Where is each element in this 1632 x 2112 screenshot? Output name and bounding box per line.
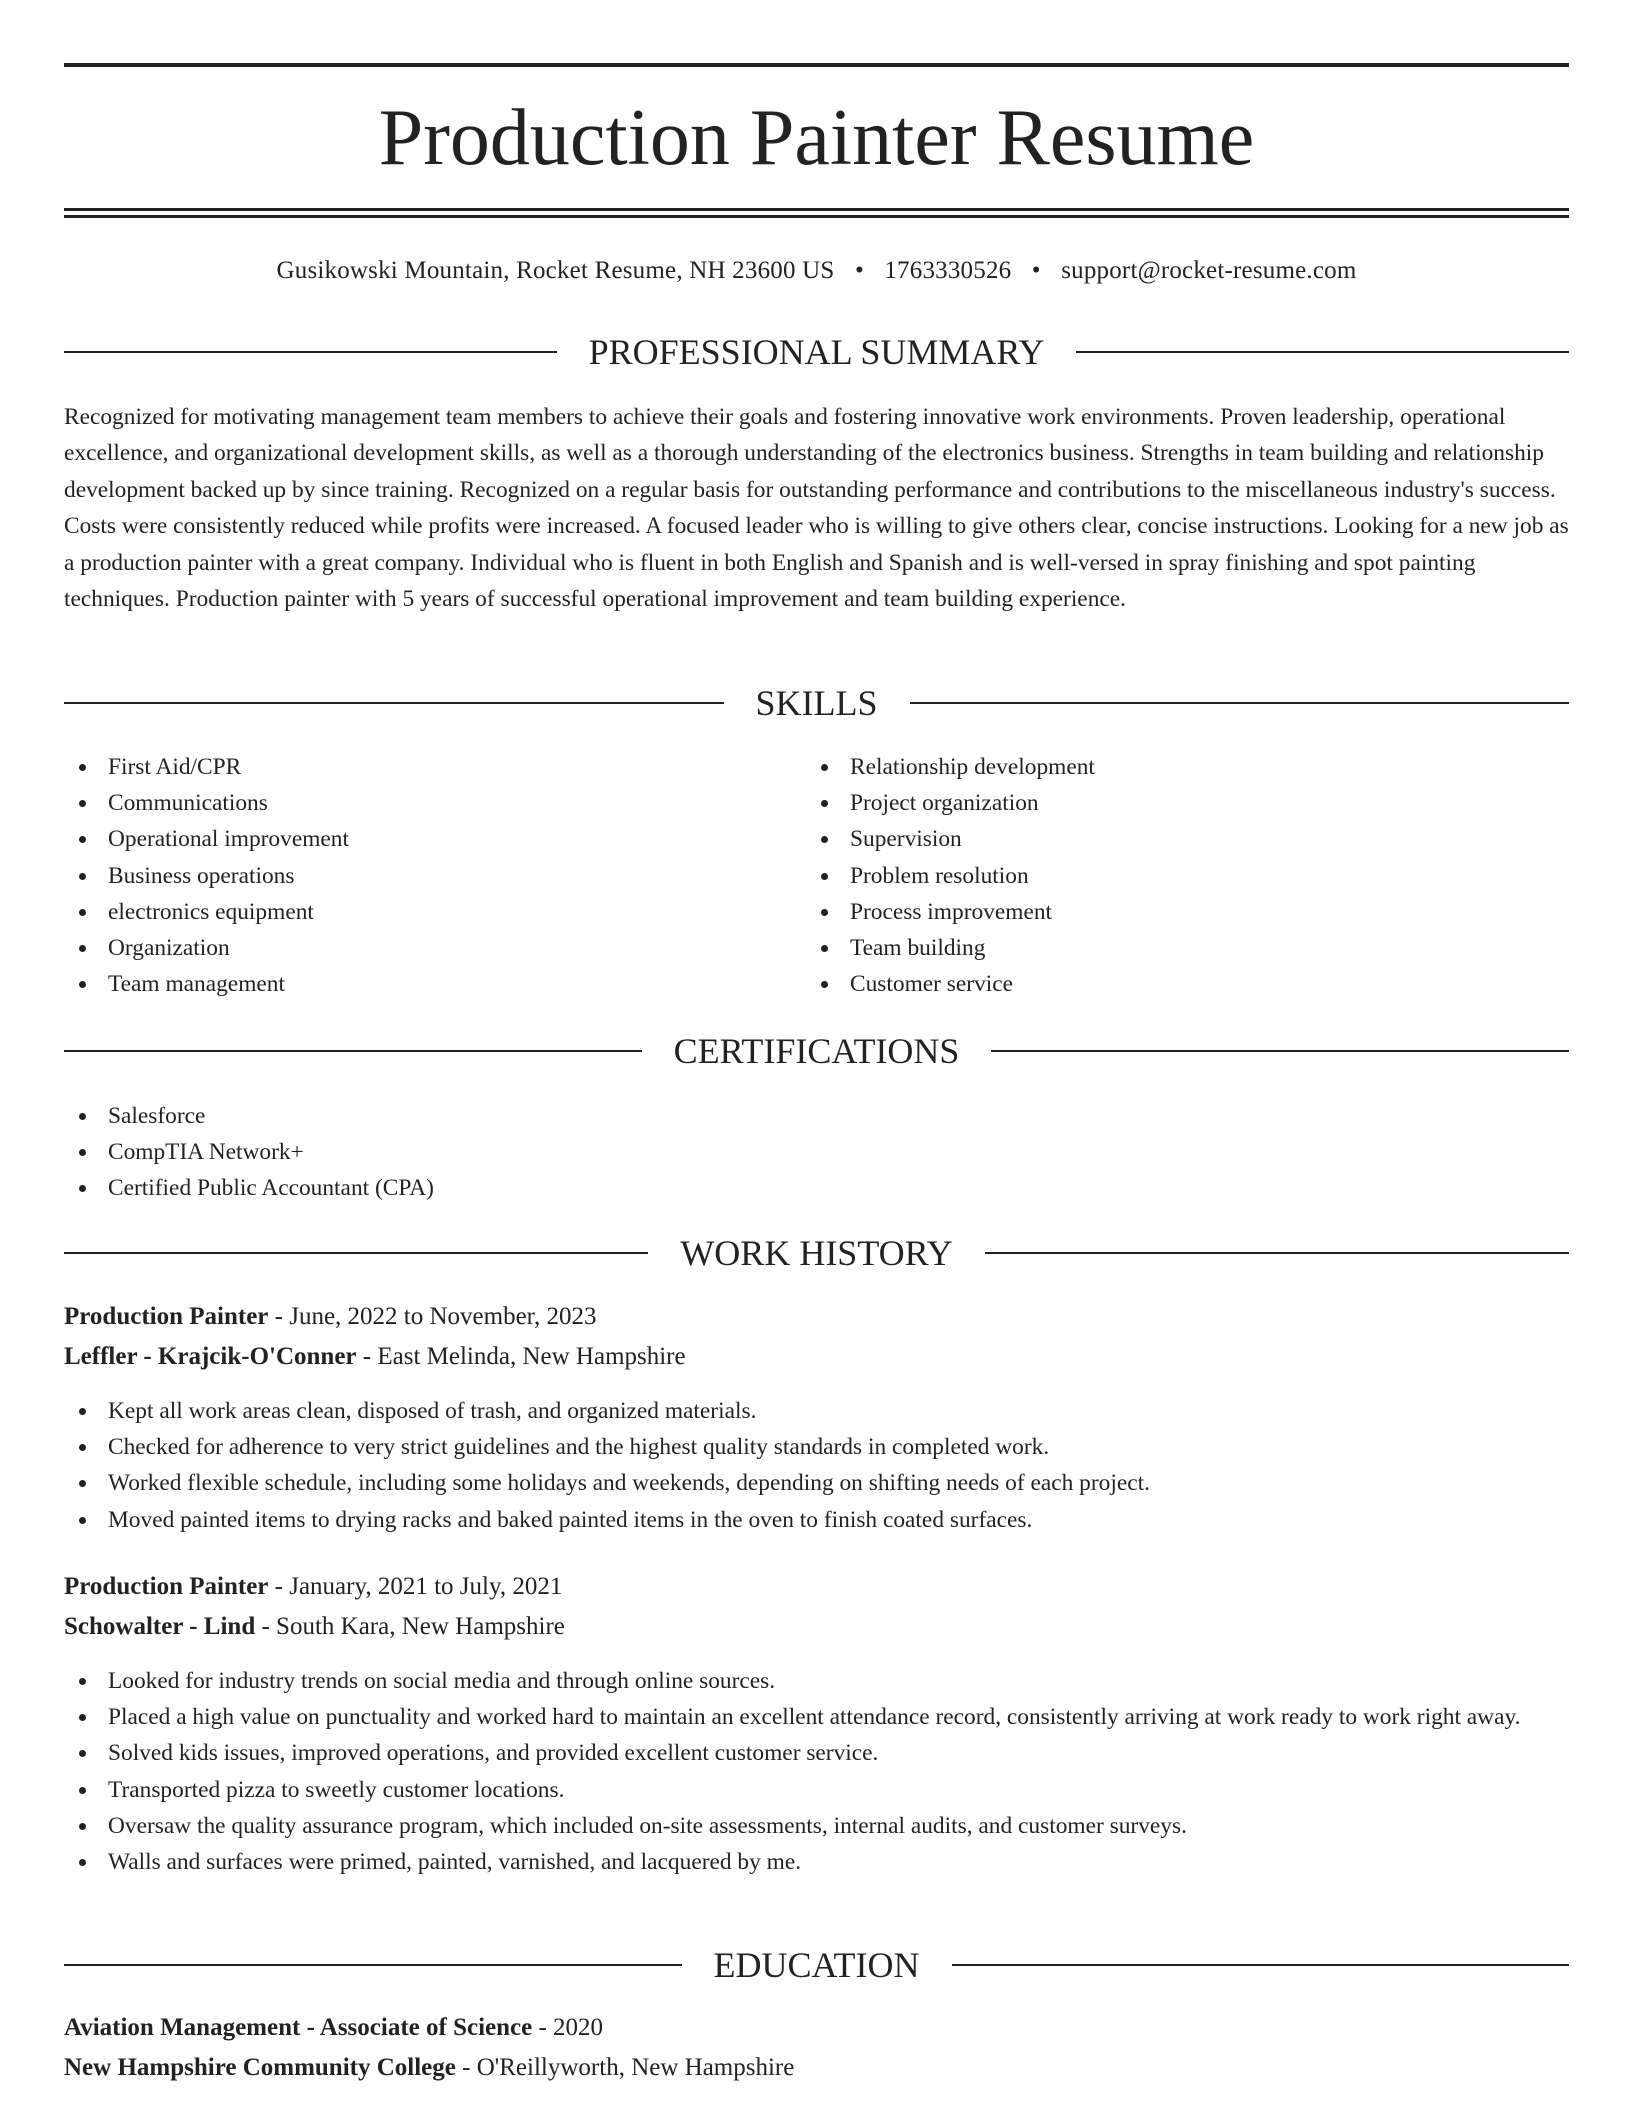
section-heading-work-history [64, 1231, 1569, 1275]
education-school-line [64, 2051, 794, 2085]
skill-item: electronics equipment [64, 894, 349, 930]
job-bullet: Oversaw the quality assurance program, which included on-site assessments, internal audits, and customer surveys. [64, 1808, 1569, 1844]
skill-item: Organization [64, 930, 349, 966]
heading-rule [64, 1252, 648, 1254]
skill-item: Process improvement [806, 894, 1095, 930]
heading-rule [1076, 351, 1569, 353]
resume-title: Production Painter Resume [378, 94, 1255, 182]
heading-rule [985, 1252, 1569, 1254]
job-title: Production Painter [64, 1303, 269, 1330]
contact-phone: 1763330526 [884, 257, 1012, 284]
section-title: WORK HISTORY [680, 1233, 953, 1273]
contact-separator: • [1031, 257, 1041, 284]
section-heading-skills [64, 681, 1569, 725]
top-rule [64, 63, 1569, 67]
skill-item: First Aid/CPR [64, 749, 349, 785]
contact-line [64, 254, 1569, 288]
certification-item: Salesforce [64, 1098, 434, 1134]
certification-item: Certified Public Accountant (CPA) [64, 1170, 434, 1206]
job-title-line [64, 1300, 597, 1334]
heading-rule [64, 351, 557, 353]
summary-paragraph: Recognized for motivating management team members to achieve their goals and fostering innovative work environments. Proven leadership, operational excellence, and organizational development skills, as well as a thorough understanding of the electronics business. Strengths in team building and relationship development backed up by since training. Recognized on a regular basis for outstanding performance and contributions to the miscellaneous industry's success. Costs were consistently reduced while profits were increased. A focused leader who is willing to give others clear, concise instructions. Looking for a new job as a production painter with a great company. Individual who is fluent in both English and Spanish and is well-versed in spray finishing and spot painting techniques. Production painter with 5 years of successful operational improvement and team building experience. [64, 404, 1569, 613]
section-title: CERTIFICATIONS [673, 1031, 960, 1071]
heading-rule [952, 1964, 1570, 1966]
skills-list-right [806, 749, 1095, 1002]
job-bullet: Checked for adherence to very strict guidelines and the highest quality standards in completed work. [64, 1429, 1569, 1465]
certification-item: CompTIA Network+ [64, 1134, 434, 1170]
job-location: - South Kara, New Hampshire [255, 1613, 565, 1640]
section-title: SKILLS [755, 683, 878, 723]
contact-separator: • [854, 257, 864, 284]
skill-item: Supervision [806, 821, 1095, 857]
job-bullets [64, 1663, 1569, 1880]
section-heading-certifications [64, 1029, 1569, 1073]
skill-item: Customer service [806, 966, 1095, 1002]
job-title-line [64, 1570, 562, 1604]
certifications-list [64, 1098, 434, 1207]
heading-rule [64, 702, 724, 704]
job-bullet: Kept all work areas clean, disposed of trash, and organized materials. [64, 1393, 1569, 1429]
skill-item: Communications [64, 785, 349, 821]
contact-email: support@rocket-resume.com [1061, 257, 1357, 284]
job-company: Leffler - Krajcik-O'Conner [64, 1343, 357, 1370]
heading-rule [991, 1050, 1569, 1052]
section-heading-summary [64, 330, 1569, 374]
heading-rule [64, 1964, 682, 1966]
education-degree-line [64, 2011, 603, 2045]
education-location: - O'Reillyworth, New Hampshire [455, 2054, 795, 2081]
job-dates: - June, 2022 to November, 2023 [268, 1303, 597, 1330]
job-title: Production Painter [64, 1573, 269, 1600]
title-double-rule [64, 208, 1569, 218]
skill-item: Relationship development [806, 749, 1095, 785]
skill-item: Team management [64, 966, 349, 1002]
heading-rule [910, 702, 1570, 704]
education-degree: Aviation Management - Associate of Science [64, 2014, 533, 2041]
section-title: PROFESSIONAL SUMMARY [588, 332, 1045, 372]
job-company: Schowalter - Lind [64, 1613, 256, 1640]
job-bullets [64, 1393, 1569, 1538]
education-school: New Hampshire Community College [64, 2054, 456, 2081]
job-bullet: Solved kids issues, improved operations, and provided excellent customer service. [64, 1735, 1569, 1771]
resume-page [64, 0, 1569, 2112]
job-bullet: Walls and surfaces were primed, painted, varnished, and lacquered by me. [64, 1844, 1569, 1880]
job-dates: - January, 2021 to July, 2021 [268, 1573, 563, 1600]
section-title: EDUCATION [713, 1945, 920, 1985]
skill-item: Business operations [64, 858, 349, 894]
skill-item: Problem resolution [806, 858, 1095, 894]
skill-item: Project organization [806, 785, 1095, 821]
contact-address: Gusikowski Mountain, Rocket Resume, NH 23600 US [276, 257, 835, 284]
heading-rule [64, 1050, 642, 1052]
skills-list-left [64, 749, 349, 1002]
skill-item: Team building [806, 930, 1095, 966]
job-bullet: Transported pizza to sweetly customer locations. [64, 1772, 1569, 1808]
job-location: - East Melinda, New Hampshire [356, 1343, 686, 1370]
job-bullet: Moved painted items to drying racks and baked painted items in the oven to finish coated surfaces. [64, 1502, 1569, 1538]
job-bullet: Placed a high value on punctuality and worked hard to maintain an excellent attendance record, consistently arriving at work ready to work right away. [64, 1699, 1569, 1735]
job-company-line [64, 1610, 565, 1644]
section-heading-education [64, 1943, 1569, 1987]
job-bullet: Looked for industry trends on social media and through online sources. [64, 1663, 1569, 1699]
education-year: - 2020 [532, 2014, 604, 2041]
skill-item: Operational improvement [64, 821, 349, 857]
job-bullet: Worked flexible schedule, including some holidays and weekends, depending on shifting needs of each project. [64, 1465, 1569, 1501]
job-company-line [64, 1340, 686, 1374]
